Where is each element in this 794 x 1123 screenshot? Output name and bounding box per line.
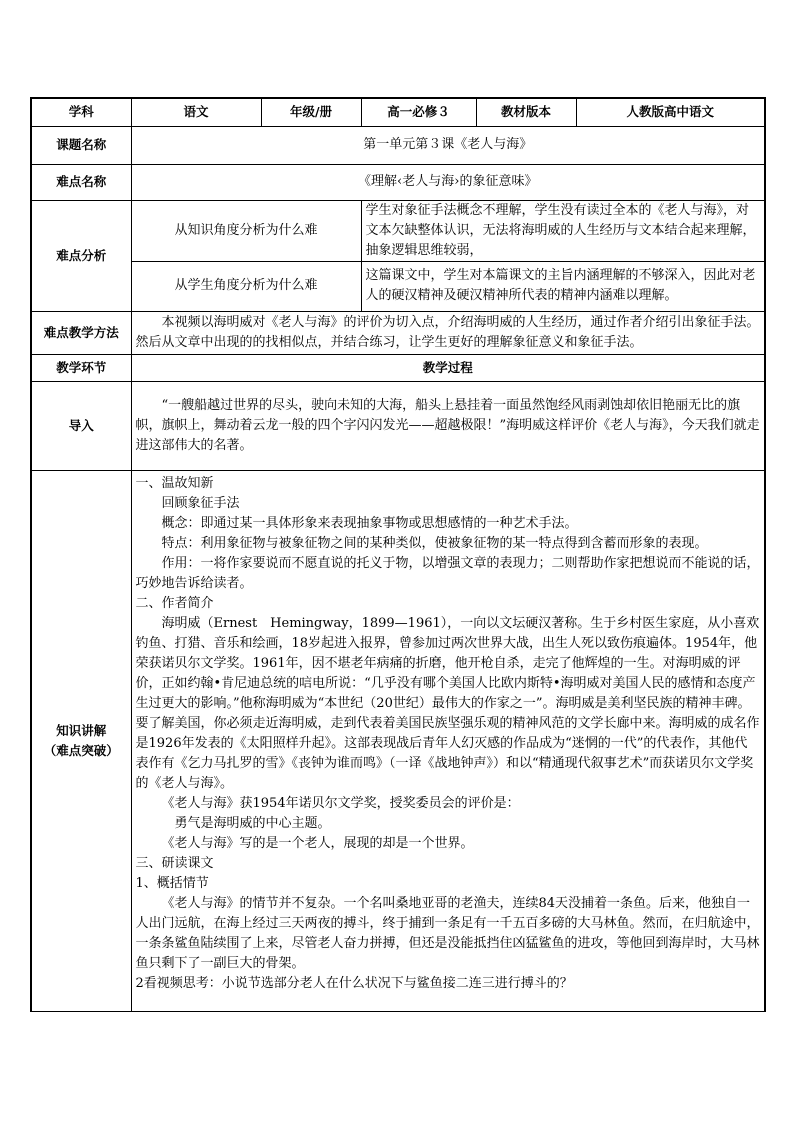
section-1-feature: 特点：利用象征物与被象征物之间的某种类似，使被象征物的某一特点得到含蓄而形象的表现。 [161, 535, 708, 551]
stage-label: 教学环节 [31, 354, 131, 381]
teaching-method-cell [131, 311, 765, 354]
process-label: 教学过程 [131, 354, 765, 381]
knowledge-angle-label: 从知识角度分析为什么难 [131, 200, 361, 261]
knowledge-label-cell [31, 470, 131, 1011]
subject-label: 学科 [31, 98, 131, 126]
section-3-subtitle-2: 2看视频思考：小说节选部分老人在什么状况下与鲨鱼接二连三进行搏斗的？ [135, 975, 573, 991]
section-2-paragraph-3: 勇气是海明威的中心主题。 [174, 815, 331, 831]
difficulty-value: 《理解‹老人与海›的象征意味》 [131, 164, 765, 200]
section-3-title: 三、研读课文 [135, 855, 214, 871]
lesson-title-label: 课题名称 [31, 126, 131, 164]
knowledge-label-line1: 知识讲解 [56, 722, 107, 738]
section-1-review: 回顾象征手法 [161, 495, 240, 511]
intro-text: “一艘船越过世界的尽头，驶向未知的大海，船头上悬挂着一面虽然饱经风雨剥蚀却依旧艳丽无比的旗帜，旗帜上，舞动着云龙一般的四个字闪闪发光——超越极限！”海明威这样评价《老人与海》，今天我们就走进这部伟大的名著。 [135, 397, 760, 453]
knowledge-angle-text: 学生对象征手法概念不理解，学生没有读过全本的《老人与海》，对文本欠缺整体认识，无法将海明威的人生经历与文本结合起来理解，抽象逻辑思维较弱， [361, 200, 765, 261]
teaching-method-label: 难点教学方法 [31, 311, 131, 354]
lesson-plan-table [30, 97, 766, 1012]
analysis-label: 难点分析 [31, 200, 131, 311]
knowledge-label-line2: （难点突破） [43, 742, 119, 758]
intro-label: 导入 [31, 381, 131, 470]
section-3-subtitle-1: 1、概括情节 [135, 875, 209, 891]
teaching-method-text: 本视频以海明威对《老人与海》的评价为切入点，介绍海明威的人生经历，通过作者介绍引出象征手法。然后从文章中出现的的找相似点，并结合练习，让学生更好的理解象征意义和象征手法。 [135, 314, 760, 350]
lesson-plan-page [30, 97, 764, 1012]
student-angle-label: 从学生角度分析为什么难 [131, 261, 361, 311]
grade-label: 年级/册 [261, 98, 361, 126]
section-3-paragraph-1: 《老人与海》的情节并不复杂。一个名叫桑地亚哥的老渔夫，连续84天没捕着一条鱼。后来，他独自一人出门远航，在海上经过三天两夜的搏斗，终于捕到一条足有一千五百多磅的大马林鱼。然而，在归航途中，一条条鲨鱼陆续围了上来，尽管老人奋力拼搏，但还是没能抵挡住凶猛鲨鱼的进攻，等他回到海岸时，大马林鱼只剩下了一副巨大的骨架。 [135, 895, 760, 971]
section-2-paragraph-2: 《老人与海》获1954年诺贝尔文学奖，授奖委员会的评价是： [161, 795, 520, 811]
grade-value: 高一必修３ [361, 98, 476, 126]
section-1-concept: 概念：即通过某一具体形象来表现抽象事物或思想感情的一种艺术手法。 [161, 515, 578, 531]
section-1-title: 一、温故知新 [135, 475, 214, 491]
subject-value: 语文 [131, 98, 261, 126]
section-2-paragraph-1: 海明威（Ernest Hemingway，1899—1961），一向以文坛硬汉著称。生于乡村医生家庭，从小喜欢钓鱼、打猎、音乐和绘画，18岁起进入报界，曾参加过两次世界大战，出生人死以致伤痕遍体。1954年，他荣获诺贝尔文学奖。1961年，因不堪老年病痛的折磨，他开枪自杀，走完了他辉煌的一生。对海明威的评价，正如约翰•肯尼迪总统的唁电所说：“几乎没有哪个美国人比欧内斯特•海明威对美国人民的感情和态度产生过更大的影响。”他称海明威为“本世纪（20世纪）最伟大的作家之一”。海明威是美利坚民族的精神丰碑。要了解美国，你必须走近海明威，走到代表着美国民族坚强乐观的精神风范的文学长廊中来。海明威的成名作是1926年发表的《太阳照样升起》。这部表现战后青年人幻灭感的作品成为“迷惘的一代”的代表作，其他代表作有《乞力马扎罗的雪》《丧钟为谁而鸣》（一译《战地钟声》）和以“精通现代叙事艺术”而获诺贝尔文学奖的《老人与海》。 [135, 615, 760, 791]
student-angle-text: 这篇课文中，学生对本篇课文的主旨内涵理解的不够深入，因此对老人的硬汉精神及硬汉精神所代表的精神内涵难以理解。 [361, 261, 765, 311]
section-1-function: 作用：一将作家要说而不愿直说的托义于物，以增强文章的表现力；二则帮助作家把想说而不能说的话，巧妙地告诉给读者。 [135, 555, 760, 591]
knowledge-content [131, 470, 765, 1011]
section-2-title: 二、作者简介 [135, 595, 214, 611]
textbook-label: 教材版本 [476, 98, 576, 126]
textbook-value: 人教版高中语文 [576, 98, 765, 126]
intro-cell [131, 381, 765, 470]
section-2-paragraph-4: 《老人与海》写的是一个老人，展现的却是一个世界。 [161, 835, 474, 851]
difficulty-label: 难点名称 [31, 164, 131, 200]
lesson-title-value: 第一单元第３课《老人与海》 [131, 126, 765, 164]
